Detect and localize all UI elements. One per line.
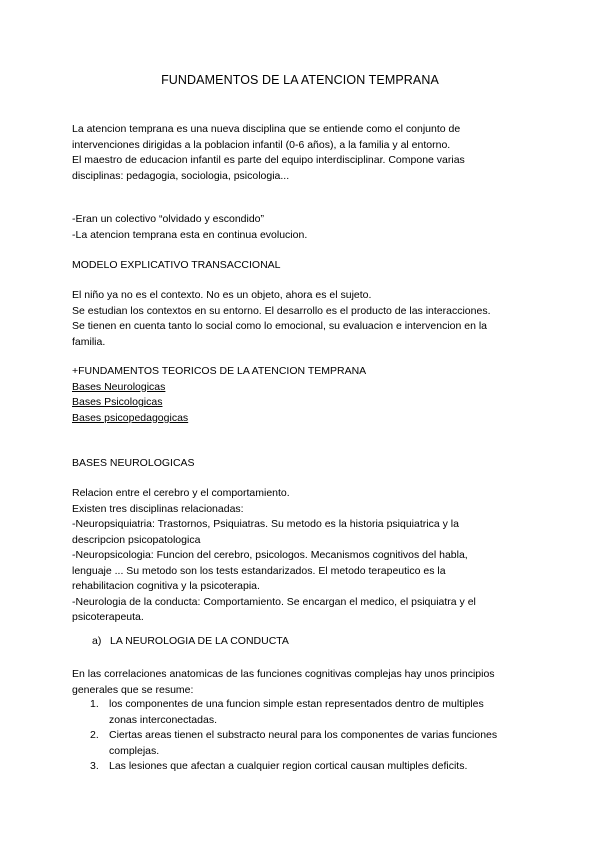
link-bases-psicologicas[interactable]: Bases Psicologicas — [72, 396, 163, 408]
text-line: El maestro de educacion infantil es parte del equipo interdisciplinar. Compone varias — [72, 154, 465, 166]
list-number: 1. — [90, 698, 99, 710]
bases-heading: BASES NEUROLOGICAS — [72, 457, 195, 469]
text-line: Ciertas areas tienen el substracto neural para los componentes de varias funciones — [109, 729, 498, 741]
text-line: Las lesiones que afectan a cualquier region cortical causan multiples deficits. — [109, 760, 468, 772]
text-line: zonas interconectadas. — [109, 713, 217, 726]
text-line: Relacion entre el cerebro y el comportamiento. — [72, 487, 290, 499]
text-line: -Neuropsiquiatria: Trastornos, Psiquiatras. Su metodo es la historia psiquiatrica y la — [72, 518, 459, 530]
text-line: -Neurologia de la conducta: Comportamiento. Se encargan el medico, el psiquiatra y el — [72, 595, 476, 608]
link-bases-psicopedagogicas[interactable]: Bases psicopedagogicas — [72, 411, 189, 424]
section-a-heading — [92, 634, 289, 650]
intro-paragraph — [72, 122, 532, 184]
text-line: El niño ya no es el contexto. No es un objeto, ahora es el sujeto. — [72, 289, 372, 301]
text-line: descripcion psicopatologica — [72, 533, 201, 546]
text-line: psicoterapeuta. — [72, 611, 144, 623]
list-number: 2. — [90, 729, 99, 741]
text-line: Se estudian los contextos en su entorno. El desarrollo es el producto de las interacciones. — [72, 304, 491, 317]
list-item — [72, 697, 542, 728]
text-line: intervenciones dirigidas a la poblacion infantil (0-6 años), a la familia y al entorno. — [72, 138, 451, 151]
text-line: Se tienen en cuenta tanto lo social como lo emocional, su evaluacion e intervencion en la — [72, 320, 488, 332]
text-line: -La atencion temprana esta en continua evolucion. — [72, 228, 308, 241]
text-line: -Eran un colectivo “olvidado y escondido” — [72, 213, 265, 225]
text-line: lenguaje ... Su metodo son los tests estandarizados. El metodo terapeutico es la — [72, 564, 446, 577]
text-line: los componentes de una funcion simple estan representados dentro de multiples — [109, 698, 484, 710]
list-number: 3. — [90, 760, 99, 772]
text-line: Existen tres disciplinas relacionadas: — [72, 502, 244, 515]
fundamentos-heading: +FUNDAMENTOS TEORICOS DE LA ATENCION TEMPRANA — [72, 365, 367, 377]
text-line: rehabilitacion cognitiva y la psicoterapia. — [72, 580, 260, 592]
text-line: En las correlaciones anatomicas de las funciones cognitivas complejas hay unos principios — [72, 668, 495, 680]
correlaciones-paragraph — [72, 667, 532, 698]
principios-list — [72, 697, 542, 775]
link-bases-neurologicas[interactable]: Bases Neurologicas — [72, 380, 166, 393]
text-line: La atencion temprana es una nueva disciplina que se entiende como el conjunto de — [72, 123, 461, 135]
notes-paragraph — [72, 212, 532, 243]
list-item — [72, 759, 542, 775]
section-a-marker: a) — [92, 635, 102, 647]
document-title: FUNDAMENTOS DE LA ATENCION TEMPRANA — [161, 73, 439, 87]
section-a-title: LA NEUROLOGIA DE LA CONDUCTA — [110, 635, 289, 647]
text-line: familia. — [72, 335, 106, 348]
text-line: -Neuropsicologia: Funcion del cerebro, psicologos. Mecanismos cognitivos del habla, — [72, 549, 468, 561]
bases-paragraph — [72, 486, 532, 626]
text-line: disciplinas: pedagogia, sociologia, psicologia... — [72, 169, 290, 182]
modelo-heading: MODELO EXPLICATIVO TRANSACCIONAL — [72, 259, 281, 271]
list-item — [72, 728, 542, 759]
modelo-paragraph — [72, 288, 532, 350]
text-line: generales que se resume: — [72, 683, 194, 696]
fundamentos-section — [72, 364, 532, 426]
text-line: complejas. — [109, 744, 160, 757]
